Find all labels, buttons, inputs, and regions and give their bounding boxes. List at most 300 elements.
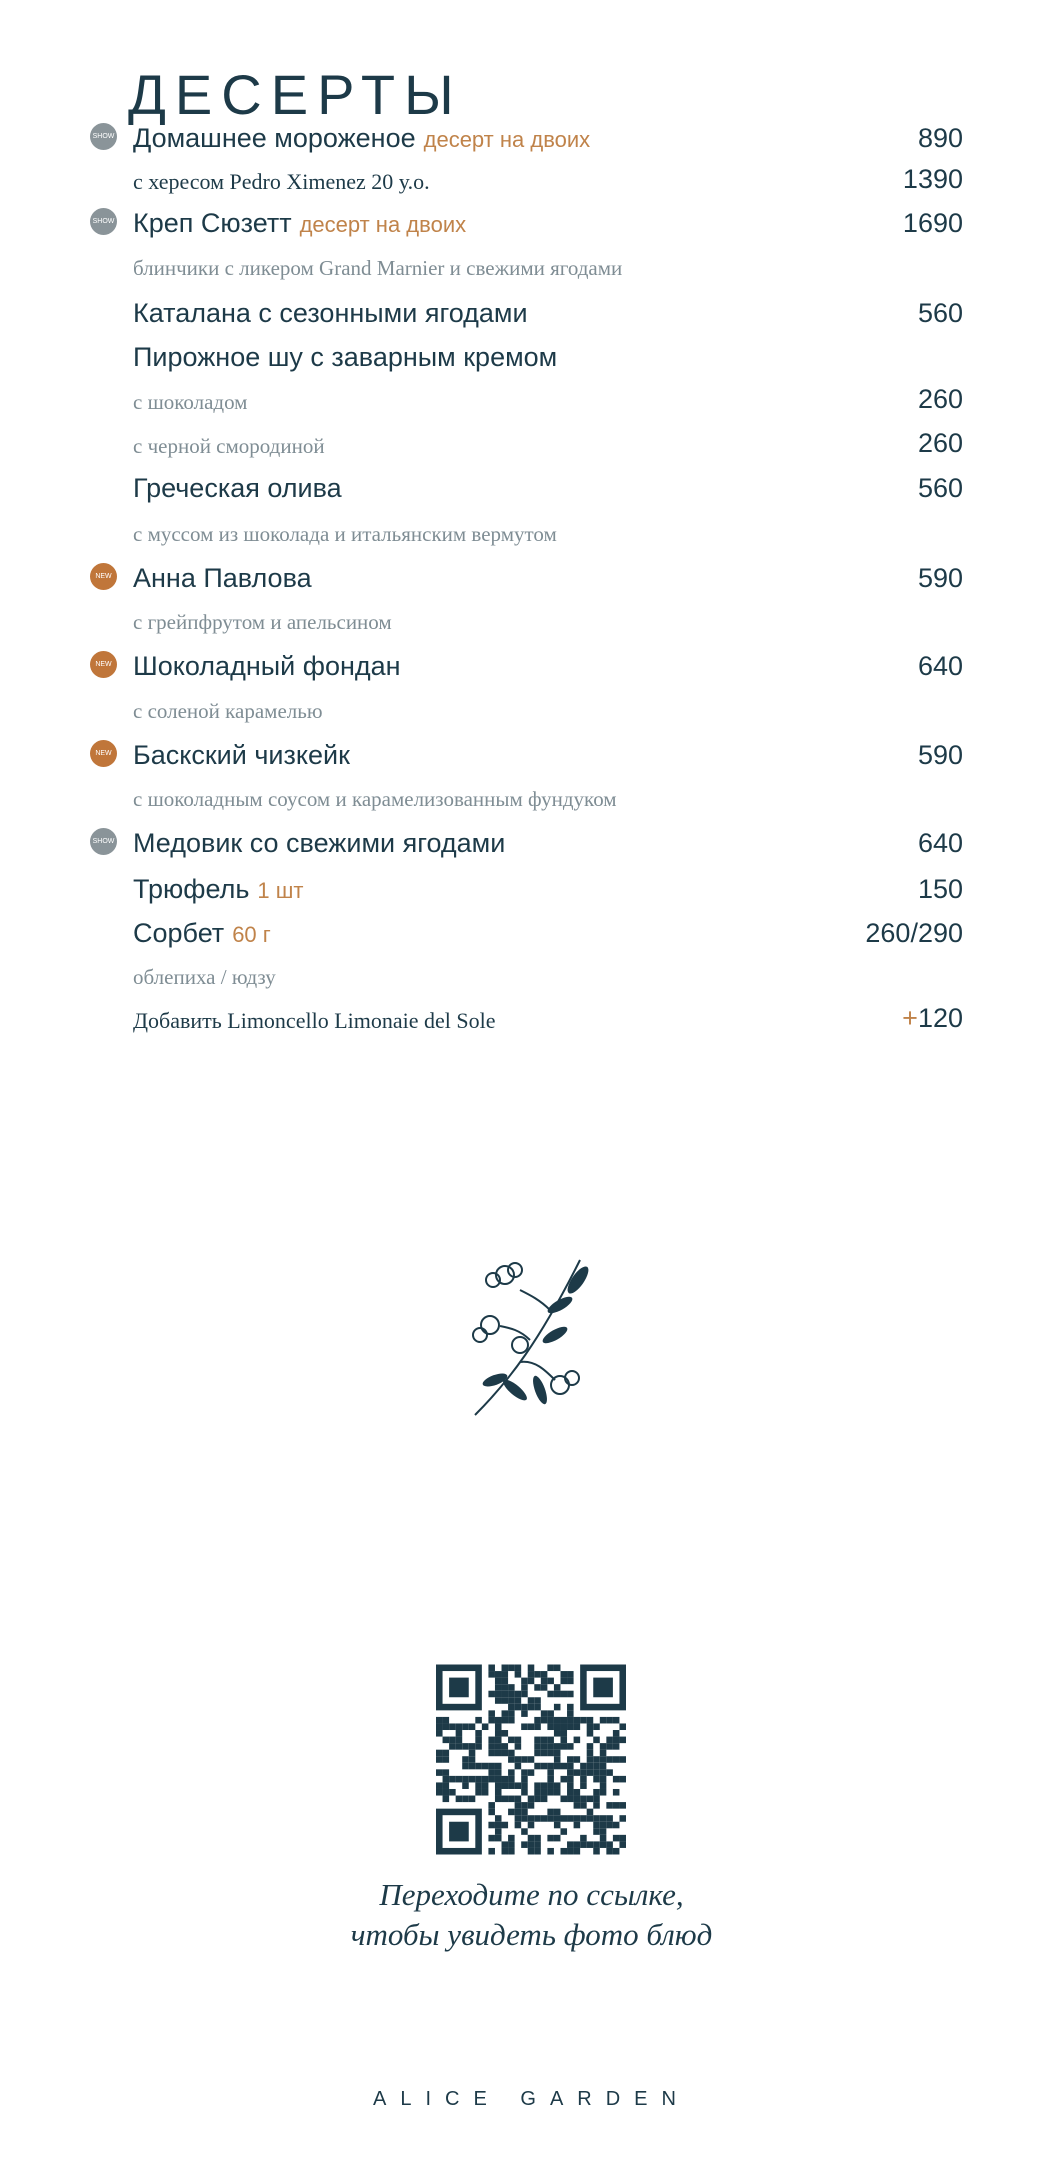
qr-module <box>606 1822 613 1829</box>
qr-module <box>469 1723 476 1730</box>
qr-module <box>600 1835 607 1842</box>
qr-module <box>502 1750 509 1757</box>
qr-module <box>560 1848 567 1855</box>
qr-module <box>593 1723 600 1730</box>
item-price <box>903 208 963 239</box>
qr-module <box>554 1691 561 1698</box>
item-name: с шоколадом <box>133 390 248 414</box>
qr-module <box>488 1769 495 1776</box>
qr-module <box>547 1789 554 1796</box>
menu-item <box>133 161 963 201</box>
item-name-group <box>133 298 528 329</box>
item-name-group <box>133 522 557 547</box>
qr-module <box>580 1769 587 1776</box>
item-name: Шоколадный фондан <box>133 651 401 681</box>
qr-module <box>521 1704 528 1711</box>
qr-module <box>436 1730 443 1737</box>
qr-module <box>462 1763 469 1770</box>
qr-module <box>515 1665 522 1672</box>
qr-module <box>443 1782 450 1789</box>
qr-module <box>560 1743 567 1750</box>
item-name-group <box>133 563 312 594</box>
item-price <box>903 164 963 195</box>
qr-module <box>528 1822 535 1829</box>
menu-item <box>133 425 963 465</box>
qr-module <box>547 1763 554 1770</box>
qr-module <box>600 1750 607 1757</box>
item-name: Каталана с сезонными ягодами <box>133 298 528 328</box>
qr-module <box>462 1796 469 1803</box>
qr-module <box>534 1750 541 1757</box>
qr-module <box>587 1815 594 1822</box>
qr-module <box>488 1809 495 1816</box>
qr-module <box>488 1776 495 1783</box>
qr-module <box>508 1841 515 1848</box>
item-name: Анна Павлова <box>133 563 312 593</box>
qr-module <box>456 1737 463 1744</box>
qr-module <box>443 1723 450 1730</box>
qr-module <box>541 1750 548 1757</box>
qr-module <box>495 1776 502 1783</box>
qr-module <box>587 1756 594 1763</box>
price-value: 150 <box>917 874 963 904</box>
qr-module <box>560 1678 567 1685</box>
item-price <box>918 384 963 415</box>
qr-module <box>580 1835 587 1842</box>
qr-module <box>547 1737 554 1744</box>
qr-module <box>449 1737 456 1744</box>
item-note: 60 г <box>232 922 271 947</box>
menu-item <box>133 339 963 379</box>
qr-module <box>443 1737 450 1744</box>
qr-module <box>495 1697 502 1704</box>
qr-module <box>613 1848 620 1855</box>
qr-module <box>521 1756 528 1763</box>
item-name: блинчики с ликером Grand Marnier и свежими ягодами <box>133 256 623 280</box>
qr-module <box>528 1704 535 1711</box>
menu-item <box>92 825 963 865</box>
qr-module <box>449 1678 469 1698</box>
qr-module <box>456 1730 463 1737</box>
qr-module <box>547 1750 554 1757</box>
qr-module <box>600 1717 607 1724</box>
qr-module <box>587 1841 594 1848</box>
item-note: десерт на двоих <box>299 212 467 237</box>
item-price <box>918 563 963 594</box>
qr-module <box>475 1776 482 1783</box>
qr-module <box>508 1665 515 1672</box>
qr-module <box>580 1717 587 1724</box>
qr-module <box>534 1671 541 1678</box>
qr-module <box>587 1763 594 1770</box>
qr-module <box>619 1815 626 1822</box>
qr-code[interactable] <box>436 1663 626 1856</box>
qr-module <box>593 1789 600 1796</box>
qr-module <box>502 1671 509 1678</box>
qr-module <box>554 1665 561 1672</box>
qr-module <box>600 1828 607 1835</box>
qr-module <box>534 1737 541 1744</box>
qr-module <box>593 1769 600 1776</box>
qr-module <box>554 1730 561 1737</box>
qr-module <box>593 1756 600 1763</box>
qr-module <box>560 1691 567 1698</box>
qr-module <box>515 1796 522 1803</box>
qr-module <box>593 1763 600 1770</box>
qr-module <box>528 1815 535 1822</box>
qr-module <box>502 1841 509 1848</box>
qr-module <box>587 1743 594 1750</box>
qr-module <box>495 1796 502 1803</box>
qr-module <box>619 1841 626 1848</box>
qr-module <box>554 1815 561 1822</box>
qr-module <box>560 1723 567 1730</box>
qr-module <box>495 1743 502 1750</box>
qr-module <box>521 1710 528 1717</box>
price-value: 890 <box>917 123 963 153</box>
qr-module <box>495 1678 502 1685</box>
item-name: с грейпфрутом и апельсином <box>133 610 392 634</box>
qr-module <box>495 1684 502 1691</box>
qr-module <box>528 1802 535 1809</box>
qr-module <box>495 1828 502 1835</box>
qr-module <box>502 1710 509 1717</box>
price-value: 560 <box>917 473 963 503</box>
qr-module <box>600 1743 607 1750</box>
item-name: с хересом Pedro Ximenez 20 у.о. <box>133 169 430 194</box>
qr-module <box>574 1841 581 1848</box>
qr-module <box>508 1697 515 1704</box>
qr-module <box>508 1796 515 1803</box>
qr-module <box>541 1678 548 1685</box>
item-name-group <box>133 208 466 239</box>
price-value: 590 <box>917 740 963 770</box>
qr-module <box>436 1756 443 1763</box>
qr-module <box>554 1789 561 1796</box>
qr-module <box>508 1782 515 1789</box>
price-value: 260/290 <box>865 918 963 948</box>
qr-module <box>554 1763 561 1770</box>
qr-module <box>534 1848 541 1855</box>
qr-module <box>528 1678 535 1685</box>
qr-module <box>528 1697 535 1704</box>
qr-module <box>574 1756 581 1763</box>
qr-module <box>574 1769 581 1776</box>
qr-module <box>547 1743 554 1750</box>
show-badge: SHOW <box>90 123 117 150</box>
qr-module <box>547 1710 554 1717</box>
new-badge: NEW <box>90 740 117 767</box>
price-value: 1390 <box>902 164 963 194</box>
qr-module <box>613 1743 620 1750</box>
qr-module <box>515 1737 522 1744</box>
qr-module <box>443 1776 450 1783</box>
qr-module <box>574 1815 581 1822</box>
qr-module <box>580 1841 587 1848</box>
qr-module <box>606 1737 613 1744</box>
qr-module <box>547 1848 554 1855</box>
qr-module <box>606 1743 613 1750</box>
qr-module <box>528 1841 535 1848</box>
qr-module <box>567 1796 574 1803</box>
qr-module <box>574 1848 581 1855</box>
qr-module <box>469 1776 476 1783</box>
item-note: 1 шт <box>257 878 304 903</box>
qr-module <box>515 1802 522 1809</box>
qr-module <box>613 1776 620 1783</box>
show-badge: SHOW <box>90 208 117 235</box>
qr-module <box>560 1763 567 1770</box>
qr-module <box>600 1822 607 1829</box>
qr-module <box>534 1841 541 1848</box>
qr-module <box>600 1815 607 1822</box>
qr-module <box>613 1835 620 1842</box>
qr-module <box>541 1815 548 1822</box>
qr-module <box>580 1796 587 1803</box>
qr-module <box>534 1763 541 1770</box>
qr-module <box>502 1665 509 1672</box>
qr-module <box>534 1743 541 1750</box>
qr-module <box>534 1815 541 1822</box>
qr-module <box>567 1782 574 1789</box>
qr-module <box>554 1809 561 1816</box>
qr-module <box>613 1789 620 1796</box>
qr-module <box>528 1835 535 1842</box>
qr-module <box>502 1796 509 1803</box>
qr-module <box>488 1822 495 1829</box>
qr-module <box>449 1822 469 1842</box>
qr-module <box>515 1809 522 1816</box>
menu-item <box>95 560 963 600</box>
qr-module <box>508 1809 515 1816</box>
menu-item <box>133 381 963 421</box>
qr-module <box>475 1789 482 1796</box>
caption-line-1: Переходите по ссылке, <box>379 1877 684 1912</box>
qr-module <box>502 1782 509 1789</box>
qr-module <box>541 1671 548 1678</box>
qr-module <box>521 1769 528 1776</box>
qr-module <box>482 1723 489 1730</box>
qr-module <box>528 1796 535 1803</box>
qr-module <box>482 1776 489 1783</box>
qr-module <box>462 1756 469 1763</box>
brand-logo: ALICE GARDEN <box>373 2088 690 2110</box>
qr-module <box>580 1802 587 1809</box>
qr-module <box>469 1756 476 1763</box>
item-name: Баскский чизкейк <box>133 740 350 770</box>
qr-module <box>515 1763 522 1770</box>
item-price <box>918 473 963 504</box>
qr-module <box>534 1796 541 1803</box>
qr-module <box>475 1730 482 1737</box>
qr-module <box>475 1737 482 1744</box>
qr-caption <box>0 1875 1063 1955</box>
qr-module <box>554 1684 561 1691</box>
qr-module <box>502 1697 509 1704</box>
qr-module <box>593 1841 600 1848</box>
qr-module <box>495 1750 502 1757</box>
item-name-group <box>133 256 622 281</box>
qr-module <box>606 1815 613 1822</box>
qr-module <box>462 1743 469 1750</box>
item-name: с черной смородиной <box>133 434 325 458</box>
qr-module <box>456 1796 463 1803</box>
menu-item <box>133 778 963 818</box>
qr-module <box>488 1835 495 1842</box>
qr-module <box>534 1704 541 1711</box>
qr-module <box>534 1723 541 1730</box>
qr-module <box>567 1789 574 1796</box>
qr-module <box>443 1717 450 1724</box>
qr-module <box>495 1723 502 1730</box>
qr-module <box>495 1717 502 1724</box>
qr-module <box>521 1776 528 1783</box>
item-price <box>918 828 963 859</box>
qr-module <box>587 1809 594 1816</box>
item-price <box>865 918 963 949</box>
qr-module <box>508 1717 515 1724</box>
qr-module <box>521 1828 528 1835</box>
qr-module <box>502 1743 509 1750</box>
qr-module <box>593 1737 600 1744</box>
qr-module <box>541 1763 548 1770</box>
qr-module <box>521 1815 528 1822</box>
qr-module <box>475 1743 482 1750</box>
qr-module <box>528 1671 535 1678</box>
qr-module <box>488 1717 495 1724</box>
qr-module <box>600 1769 607 1776</box>
item-name: Добавить Limoncello Limonaie del Sole <box>133 1008 496 1033</box>
menu-item <box>133 915 963 955</box>
qr-module <box>613 1730 620 1737</box>
qr-module <box>495 1737 502 1744</box>
item-price <box>902 1003 963 1034</box>
new-badge: NEW <box>90 563 117 590</box>
price-value: 590 <box>917 563 963 593</box>
qr-module <box>541 1743 548 1750</box>
qr-module <box>567 1815 574 1822</box>
qr-module <box>554 1756 561 1763</box>
qr-module <box>593 1776 600 1783</box>
qr-module <box>580 1776 587 1783</box>
item-price <box>918 874 963 905</box>
qr-module <box>449 1743 456 1750</box>
qr-module <box>508 1756 515 1763</box>
qr-module <box>521 1723 528 1730</box>
qr-module <box>560 1776 567 1783</box>
qr-module <box>574 1802 581 1809</box>
qr-module <box>488 1763 495 1770</box>
item-name: Пирожное шу с заварным кремом <box>133 342 558 372</box>
qr-module <box>541 1737 548 1744</box>
qr-module <box>521 1809 528 1816</box>
item-price <box>918 651 963 682</box>
qr-module <box>469 1743 476 1750</box>
qr-module <box>574 1822 581 1829</box>
qr-module <box>613 1717 620 1724</box>
qr-module <box>528 1769 535 1776</box>
item-price <box>918 298 963 329</box>
qr-module <box>482 1789 489 1796</box>
qr-module <box>574 1789 581 1796</box>
item-name-group <box>133 740 350 771</box>
qr-module <box>515 1671 522 1678</box>
price-value: 560 <box>917 298 963 328</box>
qr-module <box>547 1678 554 1685</box>
qr-module <box>469 1763 476 1770</box>
qr-module <box>560 1828 567 1835</box>
qr-module <box>541 1782 548 1789</box>
qr-module <box>488 1737 495 1744</box>
qr-module <box>554 1723 561 1730</box>
qr-module <box>495 1769 502 1776</box>
qr-module <box>436 1789 443 1796</box>
item-name-group <box>133 828 505 859</box>
qr-module <box>567 1710 574 1717</box>
qr-module <box>488 1848 495 1855</box>
item-name-group <box>133 390 247 415</box>
qr-module <box>508 1737 515 1744</box>
qr-module <box>456 1723 463 1730</box>
qr-module <box>600 1782 607 1789</box>
qr-module <box>449 1789 456 1796</box>
qr-module <box>436 1717 443 1724</box>
qr-module <box>456 1776 463 1783</box>
new-badge: NEW <box>90 651 117 678</box>
qr-module <box>508 1776 515 1783</box>
qr-module <box>580 1815 587 1822</box>
qr-module <box>469 1796 476 1803</box>
page-title: ДЕСЕРТЫ <box>128 63 463 126</box>
qr-module <box>619 1723 626 1730</box>
qr-module <box>587 1717 594 1724</box>
qr-module <box>567 1723 574 1730</box>
qr-module <box>502 1717 509 1724</box>
qr-module <box>606 1717 613 1724</box>
item-name-group <box>133 787 617 812</box>
qr-module <box>475 1782 482 1789</box>
qr-module <box>488 1671 495 1678</box>
qr-module <box>574 1796 581 1803</box>
qr-module <box>593 1828 600 1835</box>
qr-module <box>521 1802 528 1809</box>
qr-module <box>469 1750 476 1757</box>
qr-module <box>619 1756 626 1763</box>
item-name: Сорбет <box>133 918 225 948</box>
item-name-group <box>133 169 430 195</box>
qr-module <box>547 1717 554 1724</box>
qr-module <box>528 1665 535 1672</box>
qr-module <box>580 1782 587 1789</box>
qr-module <box>613 1737 620 1744</box>
item-name-group <box>133 651 401 682</box>
qr-module <box>508 1704 515 1711</box>
qr-module <box>580 1763 587 1770</box>
menu-item <box>133 871 963 911</box>
qr-module <box>443 1789 450 1796</box>
qr-module <box>534 1684 541 1691</box>
qr-module <box>515 1704 522 1711</box>
qr-module <box>606 1769 613 1776</box>
menu-item <box>95 737 963 777</box>
price-value: 1690 <box>902 208 963 238</box>
qr-module <box>541 1710 548 1717</box>
qr-module <box>619 1802 626 1809</box>
menu-item <box>133 690 963 730</box>
qr-module <box>560 1815 567 1822</box>
qr-module <box>449 1776 456 1783</box>
menu-item <box>133 513 963 553</box>
